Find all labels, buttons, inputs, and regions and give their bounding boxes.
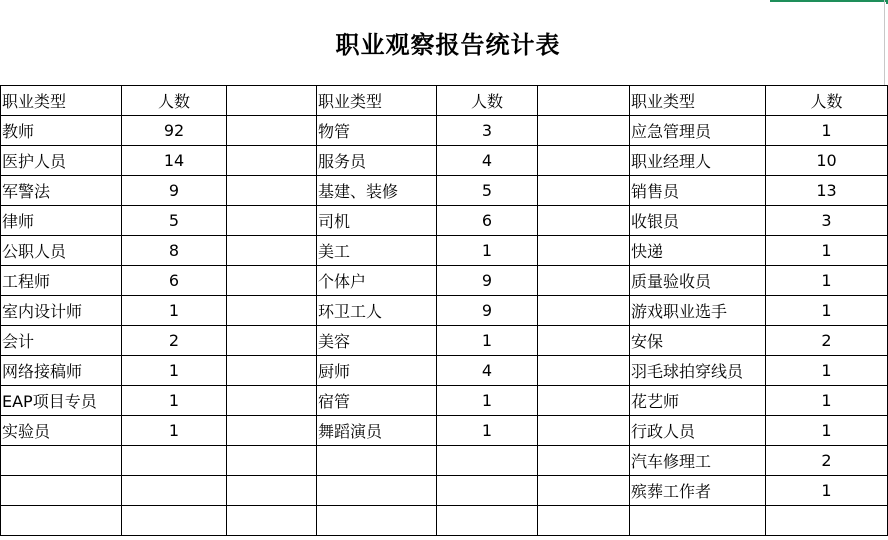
- occupation-cell[interactable]: 收银员: [630, 206, 766, 236]
- count-cell[interactable]: 1: [766, 266, 888, 296]
- occupation-cell[interactable]: [317, 476, 437, 506]
- table-row: [1, 326, 888, 356]
- count-cell[interactable]: 5: [437, 176, 538, 206]
- occupation-cell[interactable]: [1, 446, 122, 476]
- count-cell[interactable]: [122, 446, 227, 476]
- occupation-cell[interactable]: 汽车修理工: [630, 446, 766, 476]
- table-row: [1, 146, 888, 176]
- count-cell[interactable]: 6: [122, 266, 227, 296]
- count-cell[interactable]: 2: [766, 326, 888, 356]
- grid-line: [884, 0, 885, 85]
- header-cell-type-1[interactable]: 职业类型: [1, 86, 122, 116]
- occupation-cell[interactable]: [1, 476, 122, 506]
- table-row: [1, 176, 888, 206]
- empty-cell[interactable]: [538, 176, 630, 206]
- occupation-cell[interactable]: 羽毛球拍穿线员: [630, 356, 766, 386]
- header-cell-count-3[interactable]: 人数: [766, 86, 888, 116]
- count-cell[interactable]: 4: [437, 146, 538, 176]
- table-row: [1, 296, 888, 326]
- empty-cell[interactable]: [227, 86, 317, 116]
- count-cell[interactable]: 92: [122, 116, 227, 146]
- count-cell[interactable]: 1: [122, 356, 227, 386]
- empty-cell[interactable]: [227, 266, 317, 296]
- selection-border: [770, 0, 888, 4]
- occupation-cell[interactable]: [630, 506, 766, 536]
- occupation-cell[interactable]: 基建、装修: [317, 176, 437, 206]
- count-cell[interactable]: [437, 446, 538, 476]
- header-cell-type-2[interactable]: 职业类型: [317, 86, 437, 116]
- table-row: [1, 476, 888, 506]
- count-cell[interactable]: 9: [122, 176, 227, 206]
- count-cell[interactable]: 3: [437, 116, 538, 146]
- statistics-table: [0, 85, 888, 536]
- occupation-cell[interactable]: 司机: [317, 206, 437, 236]
- count-cell[interactable]: [122, 506, 227, 536]
- empty-cell[interactable]: [538, 416, 630, 446]
- occupation-cell[interactable]: 游戏职业选手: [630, 296, 766, 326]
- count-cell[interactable]: [122, 476, 227, 506]
- count-cell[interactable]: 4: [437, 356, 538, 386]
- empty-cell[interactable]: [227, 146, 317, 176]
- count-cell[interactable]: 1: [766, 356, 888, 386]
- empty-cell[interactable]: [227, 506, 317, 536]
- empty-cell[interactable]: [538, 146, 630, 176]
- table-row: [1, 236, 888, 266]
- occupation-cell[interactable]: 宿管: [317, 386, 437, 416]
- occupation-cell[interactable]: 公职人员: [1, 236, 122, 266]
- empty-cell[interactable]: [227, 296, 317, 326]
- occupation-cell[interactable]: [317, 506, 437, 536]
- empty-cell[interactable]: [538, 86, 630, 116]
- count-cell[interactable]: 1: [437, 236, 538, 266]
- empty-cell[interactable]: [538, 206, 630, 236]
- count-cell[interactable]: 1: [766, 236, 888, 266]
- occupation-cell[interactable]: 美工: [317, 236, 437, 266]
- count-cell[interactable]: 1: [766, 116, 888, 146]
- empty-cell[interactable]: [538, 266, 630, 296]
- count-cell[interactable]: [437, 506, 538, 536]
- count-cell[interactable]: [437, 476, 538, 506]
- empty-cell[interactable]: [538, 326, 630, 356]
- count-cell[interactable]: 6: [437, 206, 538, 236]
- empty-cell[interactable]: [538, 506, 630, 536]
- header-row: [1, 86, 888, 116]
- count-cell[interactable]: 9: [437, 296, 538, 326]
- table-row: [1, 266, 888, 296]
- sheet-title: 职业观察报告统计表: [335, 31, 561, 59]
- occupation-cell[interactable]: 医护人员: [1, 146, 122, 176]
- occupation-cell[interactable]: 美容: [317, 326, 437, 356]
- occupation-cell[interactable]: 应急管理员: [630, 116, 766, 146]
- occupation-cell[interactable]: 舞蹈演员: [317, 416, 437, 446]
- count-cell[interactable]: 1: [766, 386, 888, 416]
- count-cell[interactable]: [766, 506, 888, 536]
- empty-cell[interactable]: [538, 236, 630, 266]
- empty-cell[interactable]: [538, 446, 630, 476]
- occupation-cell[interactable]: 殡葬工作者: [630, 476, 766, 506]
- count-cell[interactable]: 8: [122, 236, 227, 266]
- occupation-cell[interactable]: 职业经理人: [630, 146, 766, 176]
- occupation-cell[interactable]: 网络接稿师: [1, 356, 122, 386]
- occupation-cell[interactable]: 花艺师: [630, 386, 766, 416]
- empty-cell[interactable]: [227, 386, 317, 416]
- count-cell[interactable]: 5: [122, 206, 227, 236]
- count-cell[interactable]: 9: [437, 266, 538, 296]
- table-row: [1, 416, 888, 446]
- table-body: [1, 86, 888, 536]
- count-cell[interactable]: 1: [122, 416, 227, 446]
- occupation-cell[interactable]: 厨师: [317, 356, 437, 386]
- count-cell[interactable]: 1: [766, 476, 888, 506]
- count-cell[interactable]: 1: [122, 386, 227, 416]
- empty-cell[interactable]: [538, 476, 630, 506]
- table-row: [1, 116, 888, 146]
- empty-cell[interactable]: [227, 326, 317, 356]
- count-cell[interactable]: 10: [766, 146, 888, 176]
- occupation-cell[interactable]: 实验员: [1, 416, 122, 446]
- count-cell[interactable]: 1: [122, 296, 227, 326]
- count-cell[interactable]: 14: [122, 146, 227, 176]
- occupation-cell[interactable]: [1, 506, 122, 536]
- count-cell[interactable]: 3: [766, 206, 888, 236]
- occupation-cell[interactable]: 物管: [317, 116, 437, 146]
- occupation-cell[interactable]: 质量验收员: [630, 266, 766, 296]
- occupation-cell[interactable]: 律师: [1, 206, 122, 236]
- occupation-cell[interactable]: 销售员: [630, 176, 766, 206]
- occupation-cell[interactable]: 服务员: [317, 146, 437, 176]
- empty-cell[interactable]: [227, 416, 317, 446]
- count-cell[interactable]: 2: [122, 326, 227, 356]
- empty-cell[interactable]: [227, 236, 317, 266]
- empty-cell[interactable]: [227, 176, 317, 206]
- table-row: [1, 446, 888, 476]
- header-cell-count-1[interactable]: 人数: [122, 86, 227, 116]
- occupation-cell[interactable]: 军警法: [1, 176, 122, 206]
- occupation-cell[interactable]: 环卫工人: [317, 296, 437, 326]
- table-row: [1, 206, 888, 236]
- occupation-cell[interactable]: 会计: [1, 326, 122, 356]
- occupation-cell[interactable]: 行政人员: [630, 416, 766, 446]
- empty-cell[interactable]: [227, 206, 317, 236]
- count-cell[interactable]: 1: [437, 326, 538, 356]
- count-cell[interactable]: 1: [437, 386, 538, 416]
- empty-cell[interactable]: [227, 116, 317, 146]
- empty-cell[interactable]: [538, 356, 630, 386]
- empty-cell[interactable]: [227, 446, 317, 476]
- count-cell[interactable]: 13: [766, 176, 888, 206]
- header-cell-type-3[interactable]: 职业类型: [630, 86, 766, 116]
- empty-cell[interactable]: [227, 356, 317, 386]
- occupation-cell[interactable]: 个体户: [317, 266, 437, 296]
- table-row: [1, 356, 888, 386]
- occupation-cell[interactable]: EAP项目专员: [1, 386, 122, 416]
- empty-cell[interactable]: [227, 476, 317, 506]
- header-cell-count-2[interactable]: 人数: [437, 86, 538, 116]
- occupation-cell[interactable]: 室内设计师: [1, 296, 122, 326]
- count-cell[interactable]: 1: [766, 416, 888, 446]
- occupation-cell[interactable]: 安保: [630, 326, 766, 356]
- empty-cell[interactable]: [538, 386, 630, 416]
- table-row: [1, 386, 888, 416]
- count-cell[interactable]: 1: [437, 416, 538, 446]
- occupation-cell[interactable]: 教师: [1, 116, 122, 146]
- occupation-cell[interactable]: 快递: [630, 236, 766, 266]
- occupation-cell[interactable]: [317, 446, 437, 476]
- occupation-cell[interactable]: 工程师: [1, 266, 122, 296]
- count-cell[interactable]: 2: [766, 446, 888, 476]
- empty-cell[interactable]: [538, 296, 630, 326]
- count-cell[interactable]: 1: [766, 296, 888, 326]
- empty-cell[interactable]: [538, 116, 630, 146]
- table-row: [1, 506, 888, 536]
